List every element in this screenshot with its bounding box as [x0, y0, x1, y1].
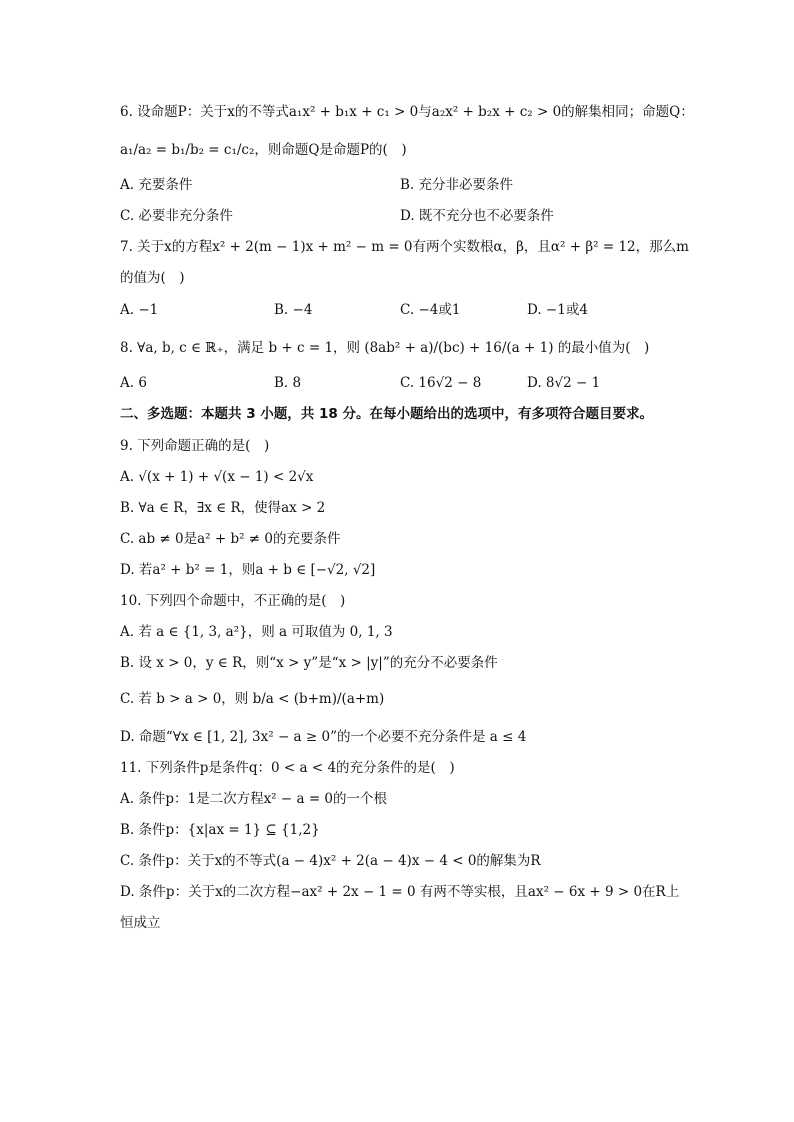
q10-option-a: A. 若 a ∈ {1, 3, a²}，则 a 可取值为 0, 1, 3 — [120, 624, 393, 640]
q8-option-a: A. 6 — [120, 375, 147, 391]
q7-option-c: C. −4或1 — [400, 302, 461, 318]
q11-option-d-line1: D. 条件p：关于x的二次方程−ax² + 2x − 1 = 0 有两不等实根，且ax² − 6x + 9 > 0在R上 — [120, 884, 680, 900]
q8-option-d: D. 8√2 − 1 — [527, 375, 601, 391]
q8-option-c: C. 16√2 − 8 — [400, 375, 482, 391]
q6-option-d: D. 既不充分也不必要条件 — [400, 208, 554, 224]
q6-option-b: B. 充分非必要条件 — [400, 177, 514, 193]
q10-option-d: D. 命题“∀x ∈ [1, 2], 3x² − a ≥ 0”的一个必要不充分条件是 a ≤ 4 — [120, 729, 527, 745]
q7-stem-line1: 7. 关于x的方程x² + 2(m − 1)x + m² − m = 0有两个实数根α，β，且α² + β² = 12，那么m — [120, 239, 689, 255]
q9-stem: 9. 下列命题正确的是( ) — [120, 438, 270, 454]
q6-option-a: A. 充要条件 — [120, 177, 193, 193]
q7-option-b: B. −4 — [274, 302, 313, 318]
q6-stem-line1: 6. 设命题P：关于x的不等式a₁x² + b₁x + c₁ > 0与a₂x² + b₂x + c₂ > 0的解集相同；命题Q： — [120, 104, 694, 120]
q6-option-c: C. 必要非充分条件 — [120, 208, 233, 224]
q10-stem: 10. 下列四个命题中，不正确的是( ) — [120, 593, 346, 609]
q11-stem: 11. 下列条件p是条件q：0 < a < 4的充分条件的是( ) — [120, 760, 455, 776]
q6-stem-line2: a₁/a₂ = b₁/b₂ = c₁/c₂，则命题Q是命题P的( ) — [120, 142, 407, 158]
q7-option-d: D. −1或4 — [527, 302, 588, 318]
q11-option-c: C. 条件p：关于x的不等式(a − 4)x² + 2(a − 4)x − 4 < 0的解集为R — [120, 853, 541, 869]
q9-option-d: D. 若a² + b² = 1，则a + b ∈ [−√2, √2] — [120, 562, 376, 578]
q8-option-b: B. 8 — [274, 375, 302, 391]
q10-option-b: B. 设 x > 0，y ∈ R，则“x > y”是“x > |y|”的充分不必要条件 — [120, 655, 498, 671]
q9-option-b: B. ∀a ∈ R，∃x ∈ R，使得ax > 2 — [120, 500, 326, 516]
q9-option-c: C. ab ≠ 0是a² + b² ≠ 0的充要条件 — [120, 531, 341, 547]
q10-option-c: C. 若 b > a > 0，则 b/a < (b+m)/(a+m) — [120, 691, 385, 707]
q11-option-b: B. 条件p：{x|ax = 1} ⊆ {1,2} — [120, 822, 320, 838]
q7-stem-line2: 的值为( ) — [120, 270, 185, 286]
q9-option-a: A. √(x + 1) + √(x − 1) < 2√x — [120, 469, 314, 485]
q11-option-a: A. 条件p：1是二次方程x² − a = 0的一个根 — [120, 791, 388, 807]
q7-option-a: A. −1 — [120, 302, 159, 318]
q8-stem: 8. ∀a, b, c ∈ ℝ₊，满足 b + c = 1，则 (8ab² + a)/(bc) + 16/(a + 1) 的最小值为( ) — [120, 340, 650, 356]
section2-heading: 二、多选题：本题共 3 小题，共 18 分。在每小题给出的选项中，有多项符合题目要求。 — [120, 406, 653, 422]
q11-option-d-line2: 恒成立 — [120, 915, 161, 931]
